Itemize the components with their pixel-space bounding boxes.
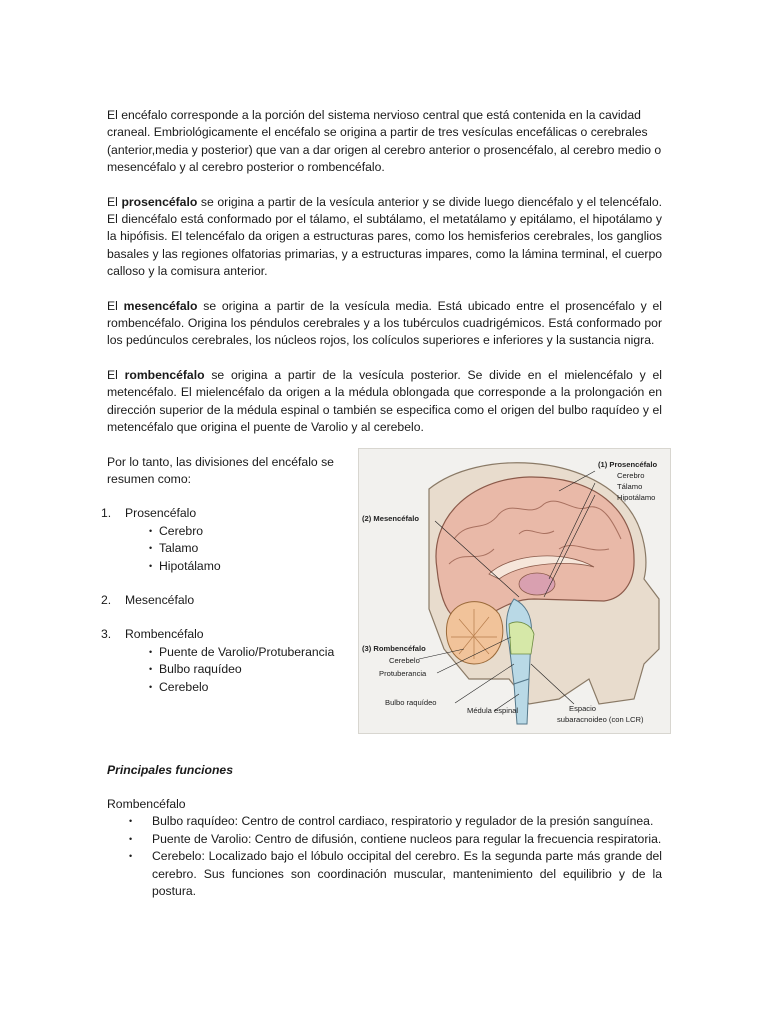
functions-list <box>107 813 662 900</box>
document-page <box>101 107 662 900</box>
label-hipotalamo: Hipotálamo <box>617 492 656 502</box>
label-prosencefalo: (1) Prosencéfalo <box>598 459 658 469</box>
mesencefalo-term: mesencéfalo <box>123 298 198 313</box>
division-number: 1. <box>101 506 112 521</box>
division-number: 3. <box>101 627 112 642</box>
functions-subtitle: Rombencéfalo <box>107 796 186 811</box>
label-medula: Médula espinal <box>467 705 519 715</box>
divisions-section <box>101 454 662 744</box>
label-protuberancia: Protuberancia <box>379 668 427 678</box>
function-item: • Puente de Varolio: Centro de difusión, contiene nucleos para regular la frecuencia respiratoria. <box>107 831 662 848</box>
label-rombencefalo: (3) Rombencéfalo <box>362 643 426 653</box>
intro-paragraph: El encéfalo corresponde a la porción del sistema nervioso central que está contenida en la cavidad craneal. Embriológicamente el encéfalo se origina a partir de tres vesículas encefálicas o cerebrales (anterior,media y posterior) que van a dar origen al cerebro anterior o prosencéfalo, al cerebro medio o mesencéfalo y al cerebro posterior o rombencéfalo. <box>107 108 662 175</box>
division-item <box>101 505 352 575</box>
thalamus-shape <box>519 573 555 595</box>
divisions-list <box>101 505 352 696</box>
sub-item: • Bulbo raquídeo <box>145 661 352 678</box>
label-cerebelo: Cerebelo <box>389 655 420 665</box>
prosen-pre: El <box>107 194 122 209</box>
label-espacio-1: Espacio <box>569 703 597 713</box>
divisions-list-column <box>101 454 352 713</box>
sub-item: • Hipotálamo <box>145 558 352 575</box>
romb-pre: El <box>107 367 125 382</box>
prosencefalo-term: prosencéfalo <box>121 194 198 209</box>
label-cerebro: Cerebro <box>617 470 645 480</box>
sub-item: • Puente de Varolio/Protuberancia <box>145 644 352 661</box>
sub-item: • Talamo <box>145 540 352 557</box>
label-talamo: Tálamo <box>617 481 643 491</box>
brain-diagram <box>358 448 671 734</box>
division-number: 2. <box>101 592 112 607</box>
division-item <box>101 592 352 609</box>
division-sublist <box>125 644 352 696</box>
romb-text: se origina a partir de la vesícula posterior. Se divide en el mielencéfalo y el metencéfalo. El mielencéfalo da origen a la médula oblongada que corresponde a la prolongación en dirección superior de la médula espinal o también se especifica como el origen del bulbo raquídeo y el metencéfalo que origina el puente de Varolio y al cerebelo. <box>107 367 662 435</box>
label-mesencefalo: (2) Mesencéfalo <box>362 513 419 523</box>
rombencefalo-paragraph <box>107 367 662 437</box>
function-item: • Cerebelo: Localizado bajo el lóbulo occipital del cerebro. Es la segunda parte más grande del cerebro. Sus funciones son coordinación muscular, mantenimiento del equilibrio y de la postura. <box>107 848 662 900</box>
functions-title: Principales funciones <box>107 762 233 777</box>
division-label: Mesencéfalo <box>125 592 195 607</box>
divisions-lead: Por lo tanto, las divisiones del encéfalo se resumen como: <box>107 454 334 486</box>
cerebrum-shape <box>436 476 634 618</box>
mesen-pre: El <box>107 298 124 313</box>
division-sublist <box>125 523 352 575</box>
prosencefalo-paragraph <box>107 194 662 281</box>
spinal-cord-shape <box>514 679 529 724</box>
label-bulbo: Bulbo raquídeo <box>385 697 437 707</box>
label-espacio-2: subaracnoideo (con LCR) <box>557 714 644 724</box>
division-label: Rombencéfalo <box>125 627 204 642</box>
sub-item: • Cerebro <box>145 523 352 540</box>
rombencefalo-term: rombencéfalo <box>124 367 205 382</box>
prosen-text: se origina a partir de la vesícula anterior y se divide luego diencéfalo y el telencéfalo. El diencéfalo está conformado por el tálamo, el subtálamo, el metatálamo y epitálamo, el hipotálamo y la hipófisis. El telencéfalo da origen a estructuras pares, como los hemisferios cerebrales, los ganglios basales y las regiones olfatorias primarias, y a estructuras impares, como la lámina terminal, el cuerpo calloso y la comisura anterior. <box>107 194 662 279</box>
division-label: Prosencéfalo <box>125 506 197 521</box>
division-item <box>101 626 352 696</box>
function-item: • Bulbo raquídeo: Centro de control cardiaco, respiratorio y regulador de la presión sanguínea. <box>107 813 662 830</box>
sub-item: • Cerebelo <box>145 679 352 696</box>
mesen-text: se origina a partir de la vesícula media. Está ubicado entre el prosencéfalo y el rombencéfalo. Origina los péndulos cerebrales y a los tubérculos cuadrigémicos. Está conformado por los pedúnculos cerebrales, los núcleos rojos, los colículos superiores e inferiores y la sustancia nigra. <box>107 298 662 348</box>
mesencefalo-paragraph <box>107 298 662 350</box>
brain-illustration <box>359 449 670 733</box>
